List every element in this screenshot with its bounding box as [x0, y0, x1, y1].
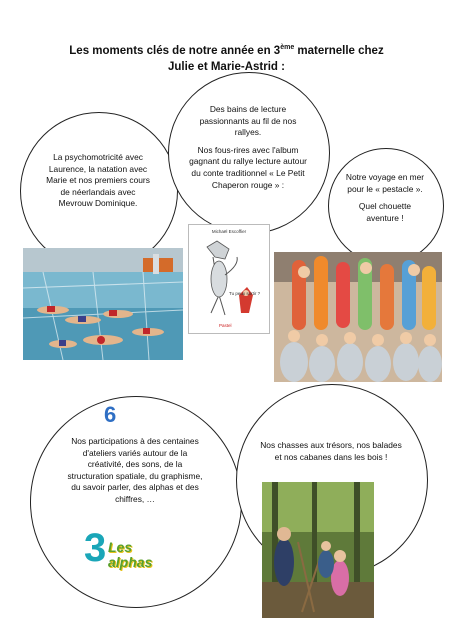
woods-image [262, 482, 374, 618]
page-title [20, 40, 433, 75]
woods-photo [262, 482, 374, 618]
psychomotricity-text: La psychomotricité avec Laurence, la natation avec Marie et nos premiers cours de néerlandais avec Mevrouw Dominique. [46, 152, 150, 209]
book-publisher: Pastel [219, 323, 232, 328]
swimming-pool-photo [23, 248, 183, 360]
book-cover [188, 224, 270, 334]
reading-text-2: Nos fous-rires avec l'album gagnant du rallye lecture autour du conte traditionnel « Le Petit Chaperon rouge » : [189, 144, 307, 190]
number-three: 3 [84, 526, 107, 570]
workshops-text: Nos participations à des centaines d'ateliers variés autour de la créativité, des sons, de la structuration spatiale, du graphisme, du savoir parler, des alphas et des chiffres, … [67, 436, 203, 504]
swimming-pool-image [23, 248, 183, 360]
title-line-2: Julie et Marie-Astrid : [168, 60, 285, 73]
surfboards-group-photo [274, 252, 442, 382]
woods-text: Nos chasses aux trésors, nos balades et nos cabanes dans les bois ! [260, 440, 402, 462]
reading-text-1: Des bains de lecture passionnants au fil de nos rallyes. [199, 104, 297, 138]
surfboards-image [274, 252, 442, 382]
sea-trip-text-2: Quel chouette aventure ! [358, 201, 412, 223]
book-author: Michaël Escoffier [211, 229, 247, 234]
sea-trip-text-1: Notre voyage en mer pour le « pestacle ». [345, 172, 425, 194]
book-speech: Tu peux sortir ? [229, 291, 261, 296]
sea-trip-text [342, 172, 428, 230]
number-six: 6 [104, 402, 117, 427]
title-line-1: Les moments clés de notre année en 3ème maternelle chez [69, 44, 384, 57]
reading-text [188, 104, 308, 197]
wolf-illustration [189, 235, 269, 327]
alphas-logo: Les alphas [108, 539, 153, 570]
